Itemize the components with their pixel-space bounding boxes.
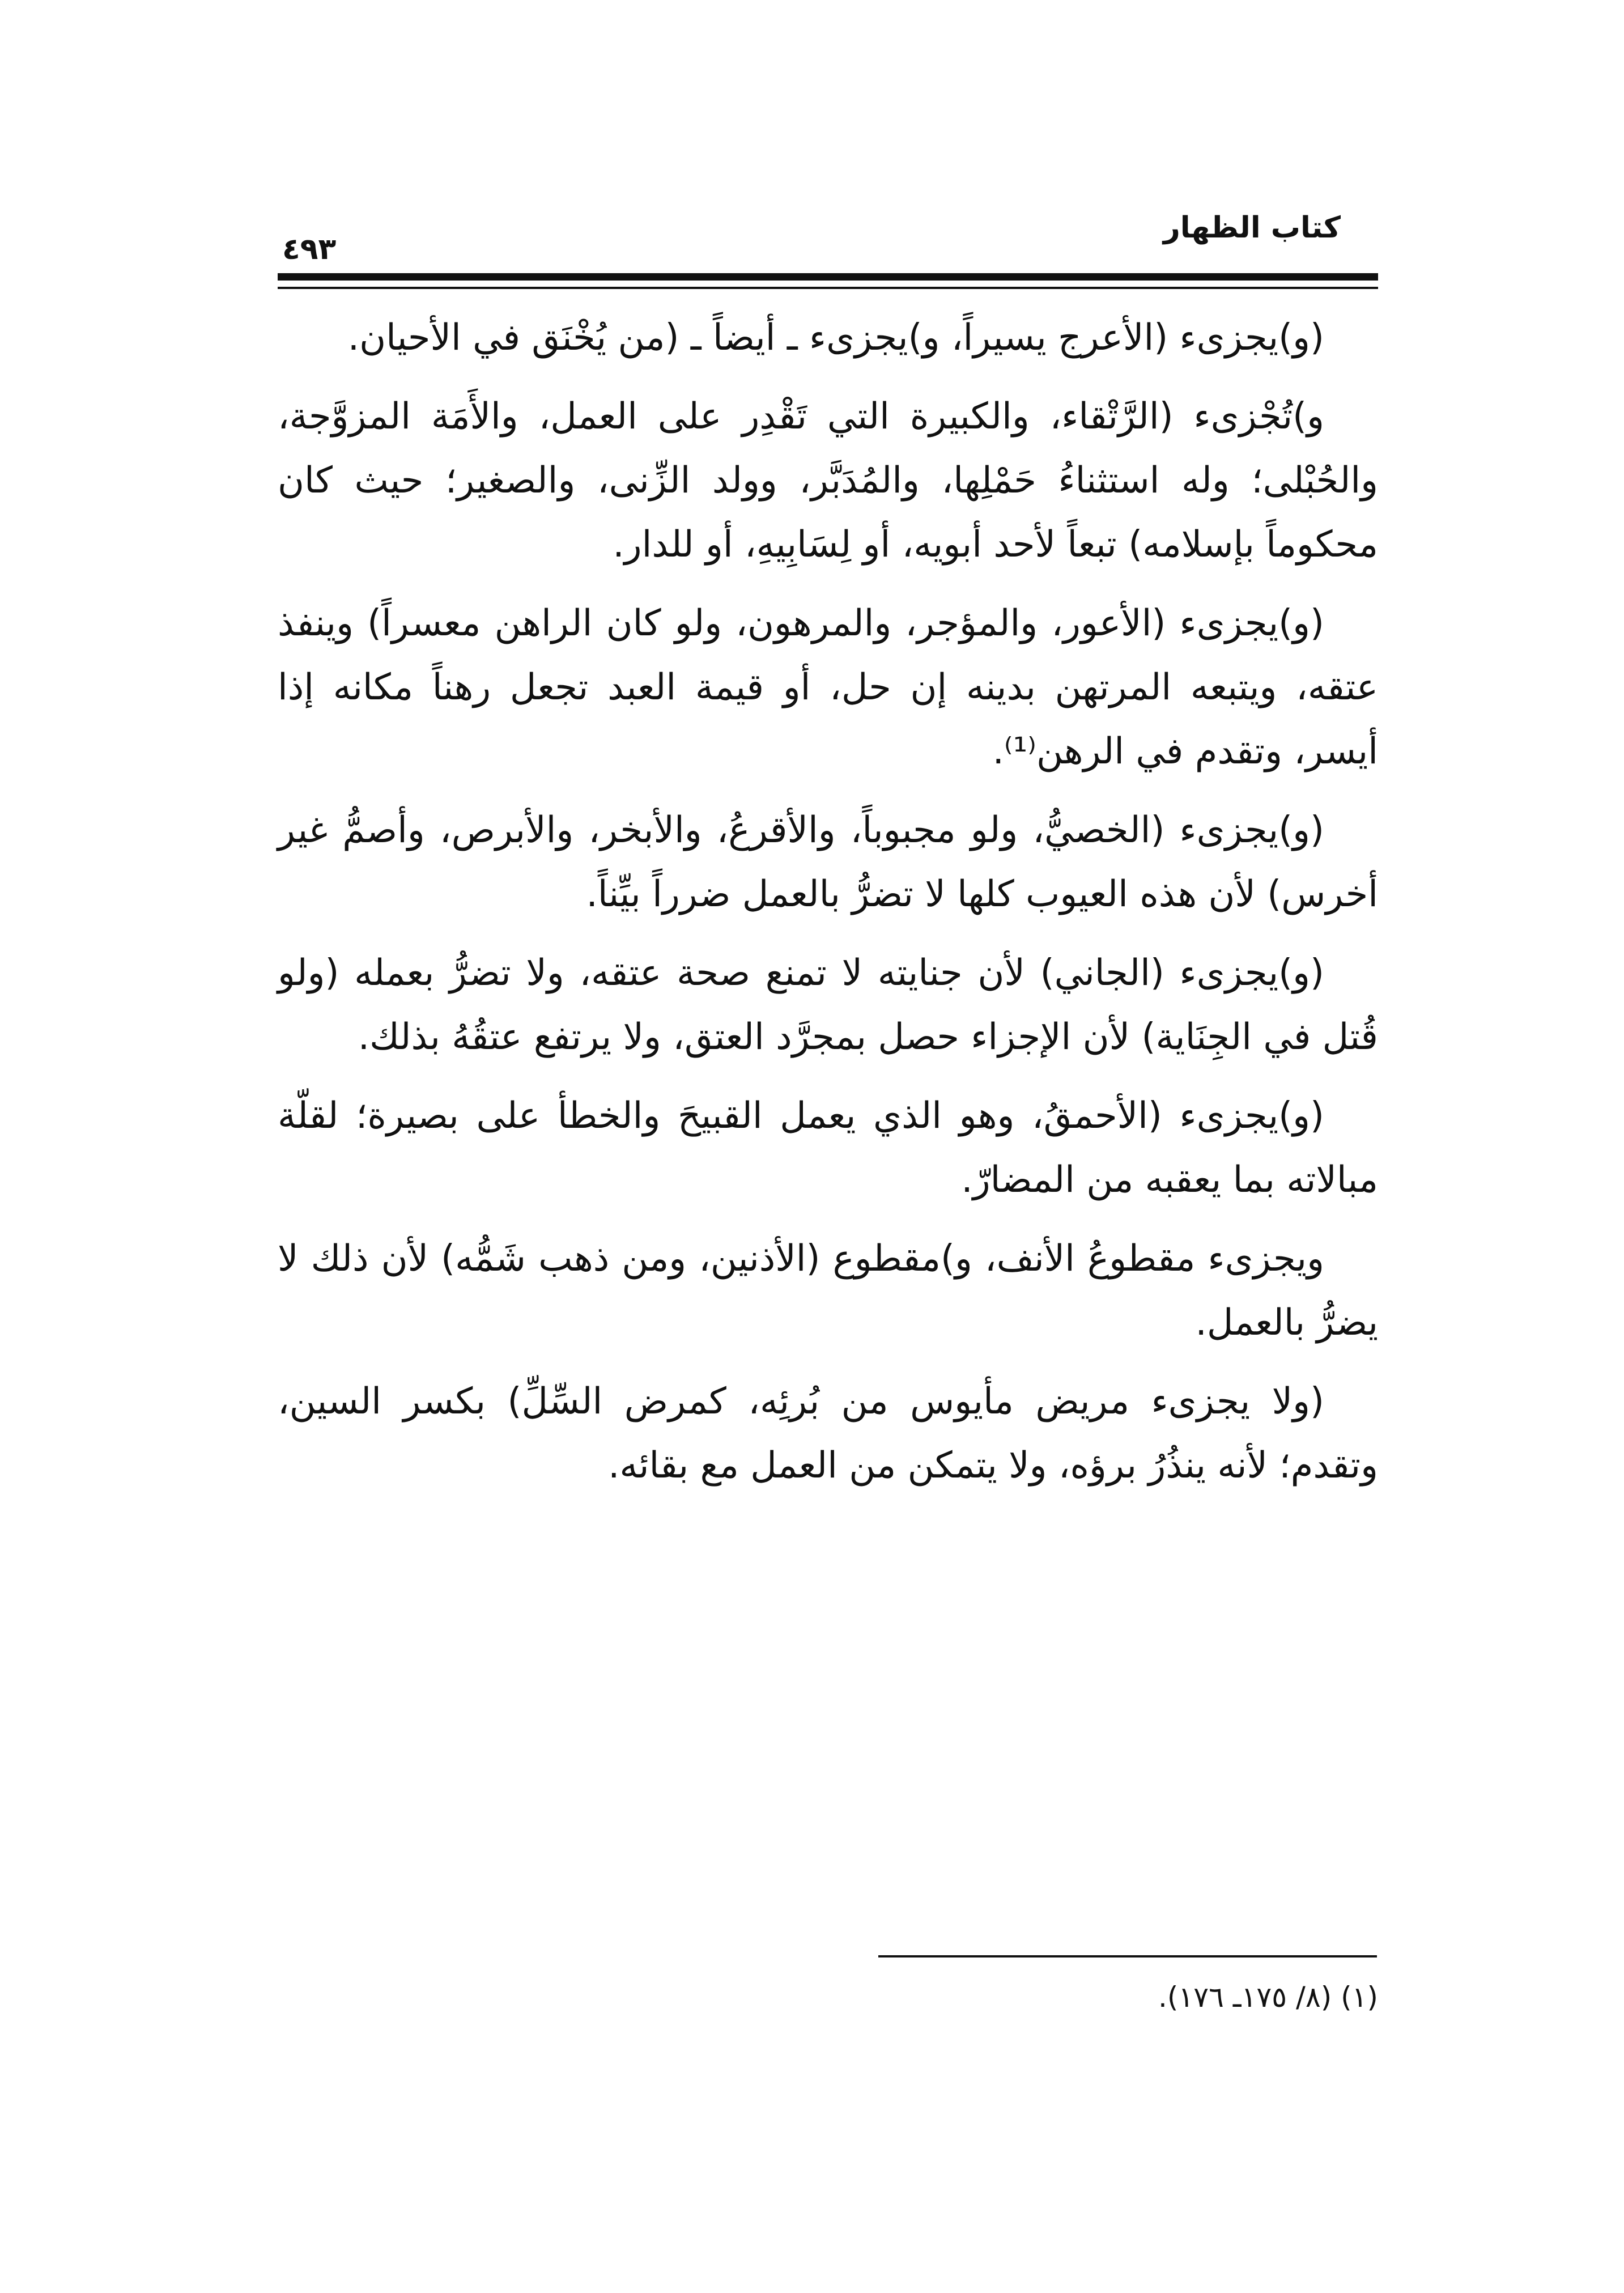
chapter-title: كتاب الظهار bbox=[1163, 211, 1341, 245]
main-text bbox=[278, 306, 1378, 1513]
paragraph-7: ويجزىء مقطوعُ الأنف، و)مقطوع (الأذنين، ومن ذهب شَمُّه) لأن ذلك لا يضرُّ بالعمل. bbox=[278, 1238, 1378, 1344]
footnote-rule bbox=[878, 1955, 1377, 1957]
paragraph-5: (و)يجزىء (الجاني) لأن جنايته لا تمنع صحة عتقه، ولا تضرُّ بعمله (ولو قُتل في الجِنَاية) لأن الإجزاء حصل بمجرَّد العتق، ولا يرتفع عتقُهُ بذلك. bbox=[278, 952, 1378, 1058]
footnote: (١) (٨/ ١٧٥ـ ١٧٦). bbox=[1158, 1981, 1378, 2014]
paragraph-1: (و)يجزىء (الأعرج يسيراً، و)يجزىء ـ أيضاً ـ (من يُخْنَق في الأحيان. bbox=[347, 317, 1324, 359]
paragraph-8: (ولا يجزىء مريض مأيوس من بُرئِه، كمرض السِّلِّ) بكسر السين، وتقدم؛ لأنه ينذُرُ برؤه، ولا يتمكن من العمل مع بقائه. bbox=[278, 1381, 1378, 1487]
header-rule-thick bbox=[278, 273, 1378, 281]
paragraph-4: (و)يجزىء (الخصيُّ، ولو مجبوباً، والأقرعُ، والأبخر، والأبرص، وأصمُّ غير أخرس) لأن هذه العيوب كلها لا تضرُّ بالعمل ضرراً بيِّناً. bbox=[278, 809, 1378, 915]
page-number: ٤٩٣ bbox=[282, 232, 337, 266]
paragraph-3: (و)يجزىء (الأعور، والمؤجر، والمرهون، ولو كان الراهن معسراً) وينفذ عتقه، ويتبعه المرتهن بدينه إن حل، أو قيمة العبد تجعل رهناً مكانه إذا أيسر، وتقدم في الرهن⁽¹⁾. bbox=[278, 602, 1378, 772]
header-rule-thin bbox=[278, 287, 1378, 289]
paragraph-2: و)تُجْزىء (الرَّتْقاء، والكبيرة التي تَقْدِر على العمل، والأَمَة المزوَّجة، والحُبْلى؛ وله استثناءُ حَمْلِها، والمُدَبَّر، وولد الزِّنى، والصغير؛ حيث كان محكوماً بإسلامه) تبعاً لأحد أبويه، أو لِسَابِيهِ، أو للدار. bbox=[278, 396, 1378, 566]
paragraph-6: (و)يجزىء (الأحمقُ، وهو الذي يعمل القبيحَ والخطأ على بصيرة؛ لقلّة مبالاته بما يعقبه من المضارّ. bbox=[278, 1095, 1378, 1201]
